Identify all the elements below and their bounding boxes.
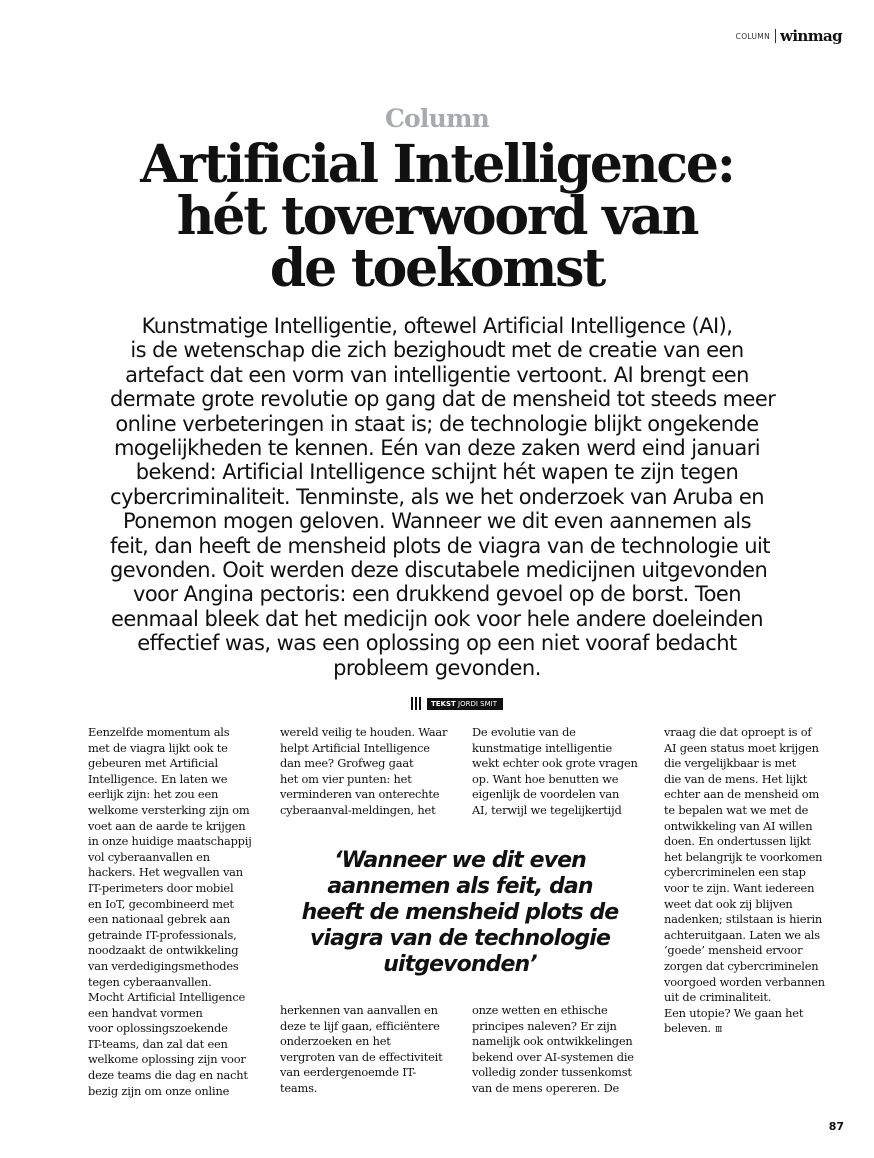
- body-line: uit de criminaliteit.: [664, 990, 772, 1005]
- body-line: te bepalen wat we met de: [664, 802, 809, 817]
- body-line: vraag die dat oproept is of: [664, 725, 812, 739]
- lead-line: online verbeteringen in staat is; de technologie blijkt ongekende: [115, 411, 759, 436]
- lead-line: dermate grote revolutie op gang dat de mensheid tot steeds meer: [110, 387, 776, 412]
- body-line: cybercriminelen een stap: [664, 865, 806, 880]
- article-lead: [110, 314, 776, 680]
- body-line: kunstmatige intelligentie: [472, 740, 613, 755]
- lead-line: mogelijkheden te kennen. Eén van deze zaken werd eind januari: [113, 436, 761, 461]
- body-line: IT-teams, dan zal dat een: [88, 1036, 228, 1051]
- byline: [411, 697, 503, 710]
- body-line: eigenlijk de voordelen van: [472, 787, 620, 802]
- body-line: vergroten van de effectiviteit: [280, 1049, 443, 1064]
- lead-line: is de wetenschap die zich bezighoudt met de creatie van een: [130, 338, 744, 363]
- end-mark-icon: III: [714, 1025, 722, 1035]
- body-line: en IoT, gecombineerd met: [88, 896, 234, 911]
- body-line: onderzoeken en het: [280, 1034, 391, 1049]
- body-line: met de viagra lijkt ook te: [88, 740, 228, 755]
- body-line: het om vier punten: het: [280, 771, 412, 786]
- body-line: van de mens opereren. De: [472, 1080, 620, 1095]
- body-line: gebeuren met Artificial: [88, 756, 218, 771]
- lead-line: gevonden. Ooit werden deze discutabele medicijnen uitgevonden: [110, 558, 768, 583]
- body-column-1: [88, 725, 252, 1099]
- pull-quote-line: heeft de mensheid plots de: [301, 900, 619, 925]
- body-line: helpt Artificial Intelligence: [280, 740, 430, 755]
- body-line: die vergelijkbaar is met: [664, 756, 797, 771]
- body-line: van eerdergenoemde IT-: [280, 1065, 417, 1080]
- body-line: verminderen van onterechte: [280, 787, 440, 802]
- body-line: welkome oplossing zijn voor: [88, 1052, 246, 1067]
- byline-label: [427, 698, 503, 710]
- article-title: [0, 134, 874, 299]
- body-line: nadenken; stilstaan is hierin: [664, 912, 823, 927]
- body-line: voet aan de aarde te krijgen: [88, 818, 246, 833]
- title-line: de toekomst: [269, 238, 605, 299]
- lead-line: eenmaal bleek dat het medicijn ook voor hele andere doeleinden: [111, 606, 763, 631]
- body-line: echter aan de mensheid om: [664, 787, 820, 802]
- body-line: welkome versterking zijn om: [88, 802, 250, 817]
- body-column-3-top: [472, 725, 638, 819]
- body-column-3-bottom: [472, 1003, 634, 1097]
- body-line: wereld veilig te houden. Waar: [280, 725, 448, 739]
- body-line: herkennen van aanvallen en: [280, 1003, 438, 1017]
- lead-line: effectief was, was een oplossing op een niet vooraf bedacht: [137, 631, 737, 656]
- body-line: cyberaanval-meldingen, het: [280, 802, 436, 817]
- body-line: bekend over AI-systemen die: [472, 1049, 634, 1064]
- body-line: in onze huidige maatschappij: [88, 834, 252, 849]
- body-line: voor oplossingszoekende: [88, 1021, 228, 1036]
- body-line: eerlijk zijn: het zou een: [88, 787, 219, 802]
- lead-line: artefact dat een vorm van intelligentie vertoont. AI brengt een: [125, 362, 749, 387]
- body-line: noodzaakt de ontwikkeling: [88, 943, 239, 958]
- body-line-final: [664, 1021, 825, 1038]
- body-line: AI, terwijl we tegelijkertijd: [472, 802, 622, 817]
- article-kicker: Column: [384, 104, 490, 133]
- body-line: het belangrijk te voorkomen: [664, 849, 823, 864]
- lead-line: feit, dan heeft de mensheid plots de viagra van de technologie uit: [110, 533, 770, 558]
- lead-line: Kunstmatige Intelligentie, oftewel Artificial Intelligence (AI),: [141, 314, 733, 338]
- body-line: Een utopie? We gaan het: [664, 1005, 804, 1020]
- lead-line: bekend: Artificial Intelligence schijnt hét wapen te zijn tegen: [135, 460, 739, 485]
- section-label: COLUMN: [735, 31, 770, 41]
- body-column-2-top: [280, 725, 447, 819]
- body-line: ontwikkeling van AI willen: [664, 818, 813, 833]
- pull-quote: [280, 848, 640, 978]
- body-line: een handvat vormen: [88, 1005, 203, 1020]
- pull-quote-line: uitgevonden’: [383, 952, 537, 977]
- body-line: teams.: [280, 1080, 318, 1095]
- lead-line: voor Angina pectoris: een drukkend gevoel op de borst. Toen: [132, 582, 742, 607]
- page-number: 87: [828, 1120, 844, 1133]
- body-line: namelijk ook ontwikkelingen: [472, 1034, 633, 1049]
- title-line: hét toverwoord van: [176, 186, 698, 247]
- body-line: AI geen status moet krijgen: [664, 740, 819, 755]
- body-line: op. Want hoe benutten we: [472, 771, 619, 786]
- body-line: hackers. Het wegvallen van: [88, 865, 243, 880]
- body-line: achteruitgaan. Laten we als: [664, 927, 820, 942]
- body-line: voor te zijn. Want iedereen: [664, 880, 815, 895]
- running-header: [736, 27, 842, 45]
- header-divider: [775, 29, 776, 43]
- body-line: deze teams die dag en nacht: [88, 1068, 248, 1083]
- body-line: principes naleven? Er zijn: [472, 1018, 617, 1033]
- title-line: Artificial Intelligence:: [140, 134, 734, 195]
- byline-author: JORDI SMIT: [458, 699, 497, 708]
- body-line: deze te lijf gaan, efficiëntere: [280, 1018, 440, 1033]
- byline-type: TEKST: [431, 699, 456, 708]
- body-line: De evolutie van de: [472, 725, 576, 739]
- body-line: zorgen dat cybercriminelen: [664, 958, 819, 973]
- body-line: tegen cyberaanvallen.: [88, 974, 212, 989]
- byline-bars-icon: [411, 697, 423, 710]
- body-line: van verdedigingsmethodes: [88, 958, 239, 973]
- body-line: bezig zijn om onze online: [88, 1083, 230, 1098]
- body-line: Intelligence. En laten we: [88, 771, 228, 786]
- lead-line: probleem gevonden.: [333, 655, 541, 680]
- body-column-2-bottom: [280, 1003, 442, 1097]
- body-line: getrainde IT-professionals,: [88, 927, 237, 942]
- body-line: wekt echter ook grote vragen: [472, 756, 638, 771]
- body-line: dan mee? Grofweg gaat: [280, 756, 414, 771]
- pull-quote-line: ‘Wanneer we dit even: [334, 848, 586, 873]
- body-line: voorgoed worden verbannen: [664, 974, 825, 989]
- body-line: die van de mens. Het lijkt: [664, 771, 808, 786]
- pull-quote-line: aannemen als feit, dan: [327, 874, 593, 899]
- body-line: Eenzelfde momentum als: [88, 725, 230, 739]
- body-line: vol cyberaanvallen en: [88, 849, 210, 864]
- lead-line: cybercriminaliteit. Tenminste, als we het onderzoek van Aruba en: [110, 484, 765, 509]
- body-line: ‘goede’ mensheid ervoor: [664, 943, 803, 958]
- brand-logo: winmag: [780, 27, 842, 45]
- body-line: volledig zonder tussenkomst: [472, 1065, 632, 1080]
- body-line: doen. En ondertussen lijkt: [664, 834, 811, 849]
- body-line: IT-perimeters door mobiel: [88, 880, 234, 895]
- body-line: Mocht Artificial Intelligence: [88, 990, 246, 1005]
- body-line: een nationaal gebrek aan: [88, 912, 230, 927]
- body-line: beleven.: [664, 1021, 711, 1036]
- body-line: weet dat ook zij blijven: [664, 896, 793, 911]
- pull-quote-line: viagra van de technologie: [310, 926, 610, 951]
- lead-line: Ponemon mogen geloven. Wanneer we dit even aannemen als: [123, 509, 751, 534]
- body-column-4: [664, 725, 825, 1038]
- body-line: onze wetten en ethische: [472, 1003, 608, 1017]
